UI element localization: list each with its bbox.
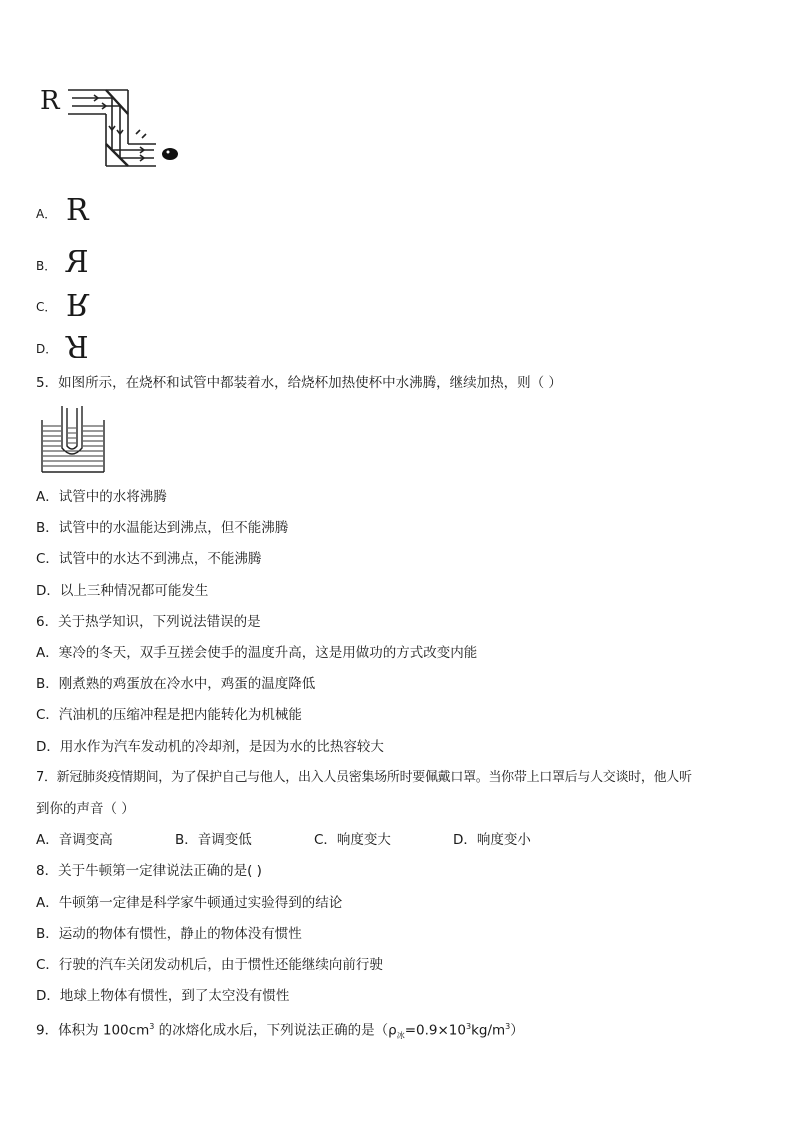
glyph-b-mirrored: R [66,245,89,280]
q8-option-a: A．牛顿第一定律是科学家牛顿通过实验得到的结论 [36,895,343,911]
q4-option-c-label: C． [36,300,57,314]
q4-option-a-glyph [66,194,89,228]
q7-stem-line1: 7．新冠肺炎疫情期间，为了保护自己与他人，出入人员密集场所时要佩戴口罩。当你带上口罩后与人交谈时，他人听 [36,770,692,785]
periscope-figure [36,86,186,170]
q8-option-b: B．运动的物体有惯性，静止的物体没有惯性 [36,926,302,942]
periscope-drawing [36,86,186,170]
q6-option-c: C．汽油机的压缩冲程是把内能转化为机械能 [36,707,302,723]
q5-stem: 5．如图所示，在烧杯和试管中都装着水，给烧杯加热使杯中水沸腾，继续加热，则（ ） [36,375,562,391]
beaker-test-tube-figure [38,404,108,476]
q4-option-d-label: D． [36,342,58,356]
q9-sup-cm: 3 [149,1022,155,1031]
q8-option-d: D．地球上物体有惯性，到了太空没有惯性 [36,988,290,1004]
q9-stem-part: 的冰熔化成水后，下列说法正确的是（ρ [154,1022,397,1039]
q9-stem-part: 9．体积为 100cm [36,1022,150,1039]
q9-stem [36,1018,524,1045]
q6-option-d: D．用水作为汽车发动机的冷却剂，是因为水的比热容较大 [36,739,384,755]
q4-option-c-glyph [66,286,89,320]
q4-option-b-glyph [66,246,89,280]
q6-stem: 6．关于热学知识，下列说法错误的是 [36,614,261,630]
q7-option-c: C．响度变大 [314,832,391,848]
q5-option-a: A．试管中的水将沸腾 [36,489,167,505]
q7-option-d: D．响度变小 [453,832,531,848]
glyph-d-rotated: R [66,328,89,363]
periscope-letter: R [40,86,60,116]
q5-option-b: B．试管中的水温能达到沸点，但不能沸腾 [36,520,289,536]
q8-option-c: C．行驶的汽车关闭发动机后，由于惯性还能继续向前行驶 [36,957,383,973]
q5-option-c: C．试管中的水达不到沸点，不能沸腾 [36,551,262,567]
q9-stem-part: =0.9×10 [404,1022,466,1039]
q4-option-b-label: B． [36,259,57,273]
q7-option-b: B．音调变低 [175,832,252,848]
q4-option-a-label: A． [36,207,57,221]
glyph-c-inverted: R [66,286,89,321]
q7-stem-line2: 到你的声音（ ） [36,801,135,817]
q9-sup-exp: 3 [465,1022,472,1031]
glyph-a: R [66,193,89,228]
q9-sub-ice: 冰 [396,1031,405,1041]
q9-stem-part: ） [510,1022,524,1039]
q8-stem: 8．关于牛顿第一定律说法正确的是( ) [36,863,262,879]
q4-option-d-glyph [66,328,89,362]
q9-sup-m: 3 [505,1022,511,1031]
q6-option-b: B．刚煮熟的鸡蛋放在冷水中，鸡蛋的温度降低 [36,676,316,692]
q6-option-a: A．寒冷的冬天，双手互搓会使手的温度升高，这是用做功的方式改变内能 [36,645,478,661]
q9-stem-part: kg/m [471,1022,506,1039]
q5-option-d: D．以上三种情况都可能发生 [36,583,209,599]
q7-option-a: A．音调变高 [36,832,113,848]
